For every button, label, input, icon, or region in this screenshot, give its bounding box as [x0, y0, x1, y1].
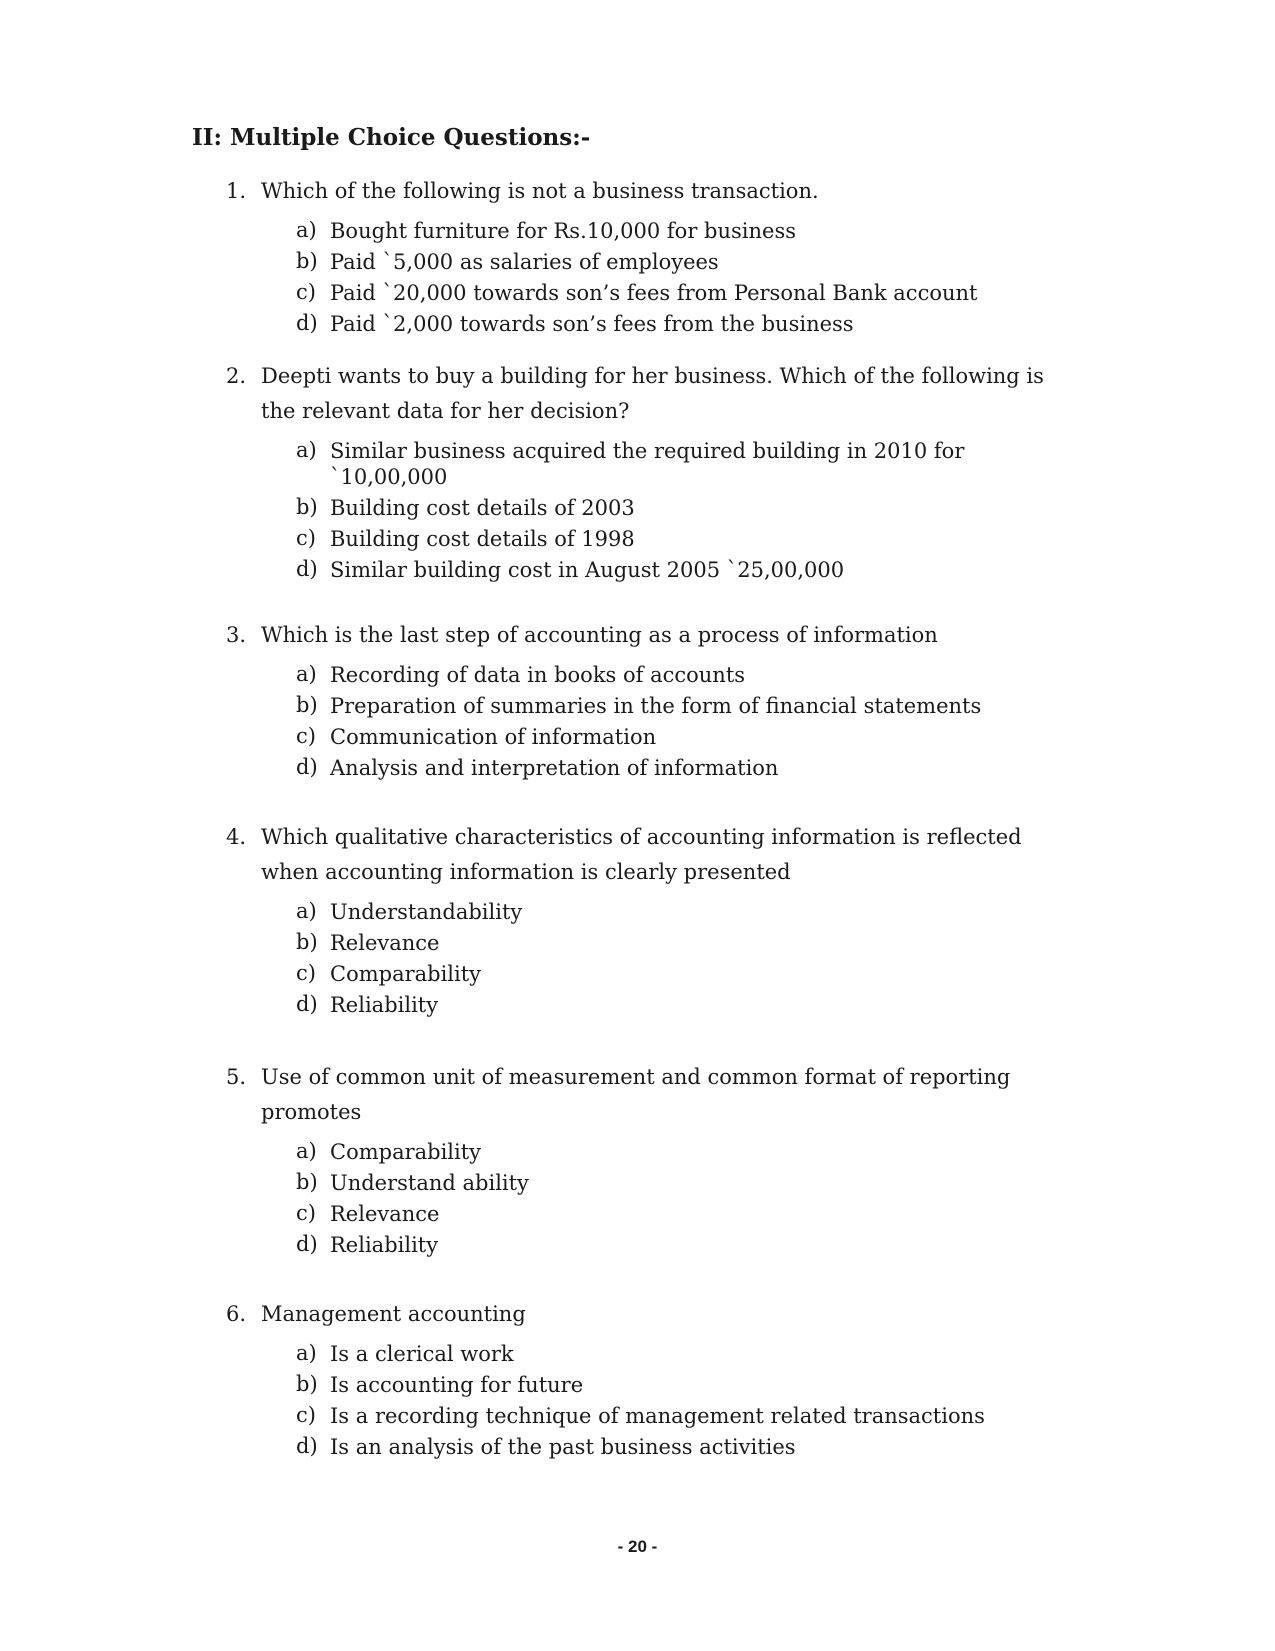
question-1 — [226, 174, 1076, 339]
option-c — [296, 1198, 1076, 1229]
option-text: Recording of data in books of accounts — [330, 663, 746, 687]
section-heading: II: Multiple Choice Questions:- — [192, 124, 591, 151]
option-text: Preparation of summaries in the form of financial statements — [330, 694, 982, 718]
question-3 — [226, 618, 1076, 783]
option-letter: b) — [296, 1372, 318, 1396]
option-b — [296, 1369, 1076, 1400]
option-text: Comparability — [330, 962, 482, 986]
question-number: 2. — [226, 364, 247, 388]
option-text: Reliability — [330, 1233, 439, 1257]
option-letter: a) — [296, 1139, 317, 1163]
option-letter: a) — [296, 899, 317, 923]
option-a — [296, 215, 1076, 246]
option-b — [296, 246, 1076, 277]
option-d — [296, 554, 1076, 585]
option-letter: c) — [296, 1403, 316, 1427]
option-text: Is a recording technique of management related transactions — [330, 1404, 985, 1428]
option-text: Communication of information — [330, 725, 657, 749]
option-letter: d) — [296, 557, 318, 581]
option-text: Is a clerical work — [330, 1342, 514, 1366]
option-text: Comparability — [330, 1140, 482, 1164]
option-text: Paid `2,000 towards son’s fees from the business — [330, 312, 854, 336]
option-c — [296, 721, 1076, 752]
option-a — [296, 1338, 1076, 1369]
options-list — [296, 659, 1076, 783]
question-number: 6. — [226, 1302, 247, 1326]
option-letter: b) — [296, 495, 318, 519]
option-c — [296, 1400, 1076, 1431]
option-c — [296, 523, 1076, 554]
option-letter: c) — [296, 280, 316, 304]
option-text: Is accounting for future — [330, 1373, 584, 1397]
option-text: Similar business acquired the required building in 2010 for `10,00,000 — [330, 439, 965, 489]
option-a — [296, 1136, 1076, 1167]
option-letter: c) — [296, 526, 316, 550]
option-text: Understand ability — [330, 1171, 529, 1195]
option-b — [296, 690, 1076, 721]
question-number: 1. — [226, 179, 247, 203]
option-a — [296, 659, 1076, 690]
question-text: Which is the last step of accounting as a process of information — [261, 623, 938, 647]
option-text: Reliability — [330, 993, 439, 1017]
option-c — [296, 958, 1076, 989]
option-letter: b) — [296, 930, 318, 954]
option-d — [296, 308, 1076, 339]
option-text: Building cost details of 1998 — [330, 527, 635, 551]
option-letter: d) — [296, 1434, 318, 1458]
option-c — [296, 277, 1076, 308]
option-d — [296, 752, 1076, 783]
option-letter: a) — [296, 218, 317, 242]
question-2 — [226, 359, 1076, 585]
options-list — [296, 896, 1076, 1020]
option-letter: b) — [296, 1170, 318, 1194]
option-d — [296, 1229, 1076, 1260]
question-5 — [226, 1060, 1076, 1260]
option-a — [296, 896, 1076, 927]
options-list — [296, 1338, 1076, 1462]
question-text: Management accounting — [261, 1302, 526, 1326]
option-text: Paid `5,000 as salaries of employees — [330, 250, 719, 274]
option-letter: c) — [296, 1201, 316, 1225]
option-text: Is an analysis of the past business activities — [330, 1435, 796, 1459]
option-text: Paid `20,000 towards son’s fees from Personal Bank account — [330, 281, 978, 305]
option-text: Bought furniture for Rs.10,000 for business — [330, 219, 797, 243]
option-letter: d) — [296, 992, 318, 1016]
question-number: 3. — [226, 623, 247, 647]
option-letter: d) — [296, 1232, 318, 1256]
question-text: Which qualitative characteristics of accounting information is reflected when accounting information is clearly presented — [261, 825, 1022, 884]
option-letter: d) — [296, 311, 318, 335]
page-number: - 20 - — [617, 1537, 658, 1556]
options-list — [296, 435, 1076, 585]
option-letter: a) — [296, 438, 317, 462]
option-letter: b) — [296, 249, 318, 273]
option-b — [296, 492, 1076, 523]
option-letter: c) — [296, 961, 316, 985]
question-4 — [226, 820, 1076, 1020]
option-b — [296, 927, 1076, 958]
option-text: Understandability — [330, 900, 523, 924]
option-letter: a) — [296, 662, 317, 686]
option-letter: c) — [296, 724, 316, 748]
question-text: Deepti wants to buy a building for her business. Which of the following is the relevant data for her decision? — [261, 364, 1044, 423]
option-b — [296, 1167, 1076, 1198]
question-number: 5. — [226, 1065, 247, 1089]
option-text: Similar building cost in August 2005 `25,00,000 — [330, 558, 845, 582]
question-6 — [226, 1297, 1076, 1462]
option-d — [296, 989, 1076, 1020]
option-a — [296, 435, 1076, 492]
option-d — [296, 1431, 1076, 1462]
option-text: Building cost details of 2003 — [330, 496, 635, 520]
option-text: Analysis and interpretation of information — [330, 756, 779, 780]
option-letter: b) — [296, 693, 318, 717]
option-letter: d) — [296, 755, 318, 779]
question-number: 4. — [226, 825, 247, 849]
question-text: Which of the following is not a business transaction. — [261, 179, 819, 203]
options-list — [296, 215, 1076, 339]
option-text: Relevance — [330, 1202, 440, 1226]
question-text: Use of common unit of measurement and common format of reporting promotes — [261, 1065, 1011, 1124]
option-letter: a) — [296, 1341, 317, 1365]
option-text: Relevance — [330, 931, 440, 955]
options-list — [296, 1136, 1076, 1260]
